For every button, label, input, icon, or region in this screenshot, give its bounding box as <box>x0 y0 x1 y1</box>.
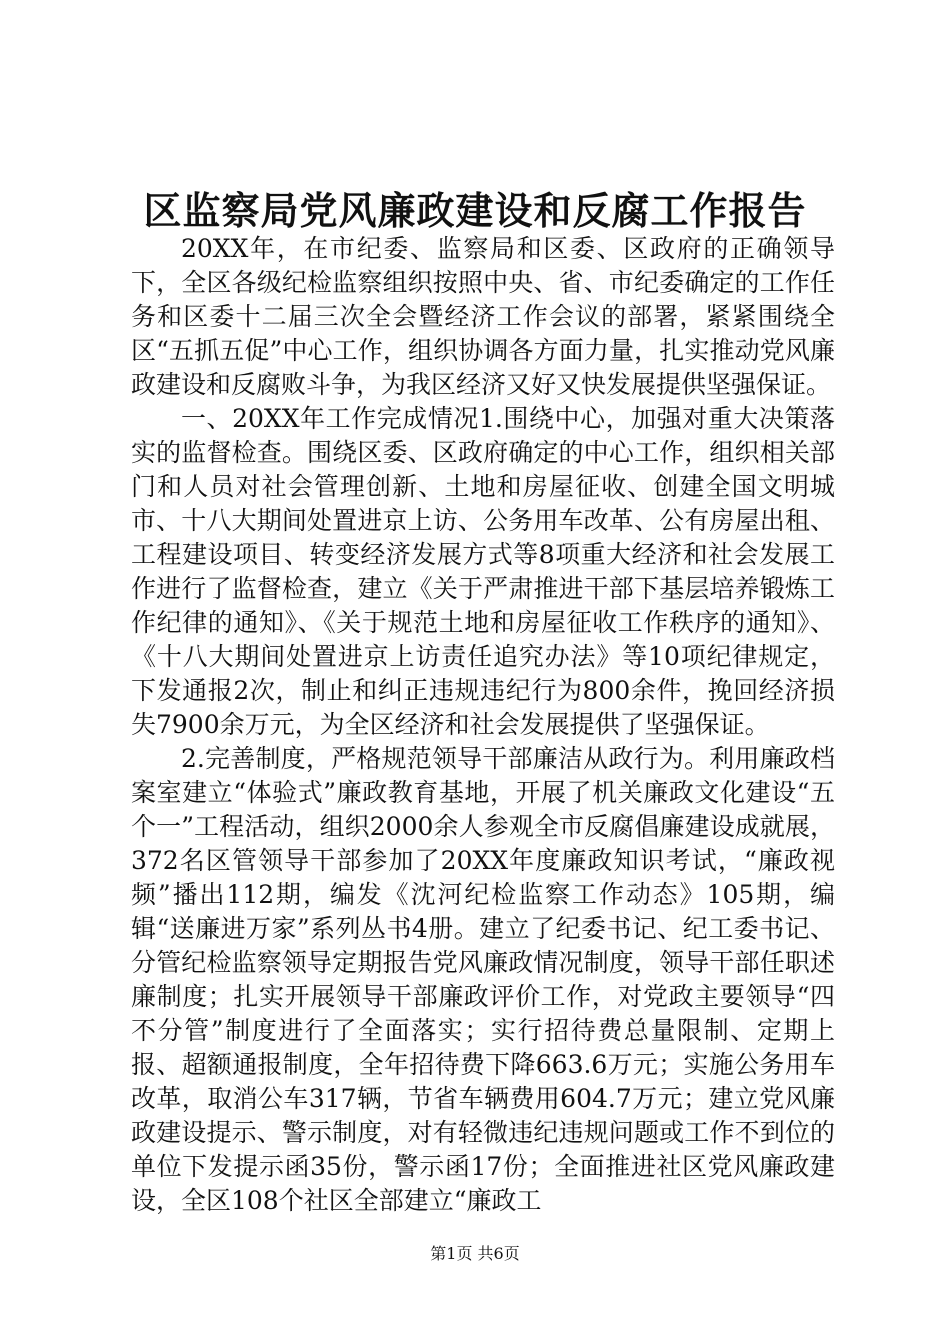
paragraph-section-1: 一、20XX年工作完成情况1.围绕中心，加强对重大决策落实的监督检查。围绕区委、区政府确定的中心工作，组织相关部门和人员对社会管理创新、土地和房屋征收、创建全国文明城市、十八大期间处置进京上访、公务用车改革、公有房屋出租、工程建设项目、转变经济发展方式等8项重大经济和社会发展工作进行了监督检查，建立《关于严肃推进干部下基层培养锻炼工作纪律的通知》、《关于规范土地和房屋征收工作秩序的通知》、《十八大期间处置进京上访责任追究办法》等10项纪律规定，下发通报2次，制止和纠正违规违纪行为800余件，挽回经济损失7900余万元，为全区经济和社会发展提供了坚强保证。 <box>131 404 835 739</box>
paragraph-intro: 20XX年，在市纪委、监察局和区委、区政府的正确领导下，全区各级纪检监察组织按照中央、省、市纪委确定的工作任务和区委十二届三次全会暨经济工作会议的部署，紧紧围绕全区“五抓五促”中心工作，组织协调各方面力量，扎实推动党风廉政建设和反腐败斗争，为我区经济又好又快发展提供坚强保证。 <box>131 234 835 399</box>
document-title: 区监察局党风廉政建设和反腐工作报告 <box>143 188 807 233</box>
paragraph-section-2: 2.完善制度，严格规范领导干部廉洁从政行为。利用廉政档案室建立“体验式”廉政教育基地，开展了机关廉政文化建设“五个一”工程活动，组织2000余人参观全市反腐倡廉建设成就展，372名区管领导干部参加了20XX年度廉政知识考试，“廉政视频”播出112期，编发《沈河纪检监察工作动态》105期，编辑“送廉进万家”系列丛书4册。建立了纪委书记、纪工委书记、分管纪检监察领导定期报告党风廉政情况制度，领导干部任职述廉制度；扎实开展领导干部廉政评价工作，对党政主要领导“四不分管”制度进行了全面落实；实行招待费总量限制、定期上报、超额通报制度，全年招待费下降663.6万元；实施公务用车改革，取消公车317辆，节省车辆费用604.7万元；建立党风廉政建设提示、警示制度，对有轻微违纪违规问题或工作不到位的单位下发提示函35份，警示函17份；全面推进社区党风廉政建设，全区108个社区全部建立“廉政工 <box>131 744 835 1215</box>
page-number-footer: 第1页 共6页 <box>430 1244 520 1263</box>
document-body <box>131 232 835 1218</box>
